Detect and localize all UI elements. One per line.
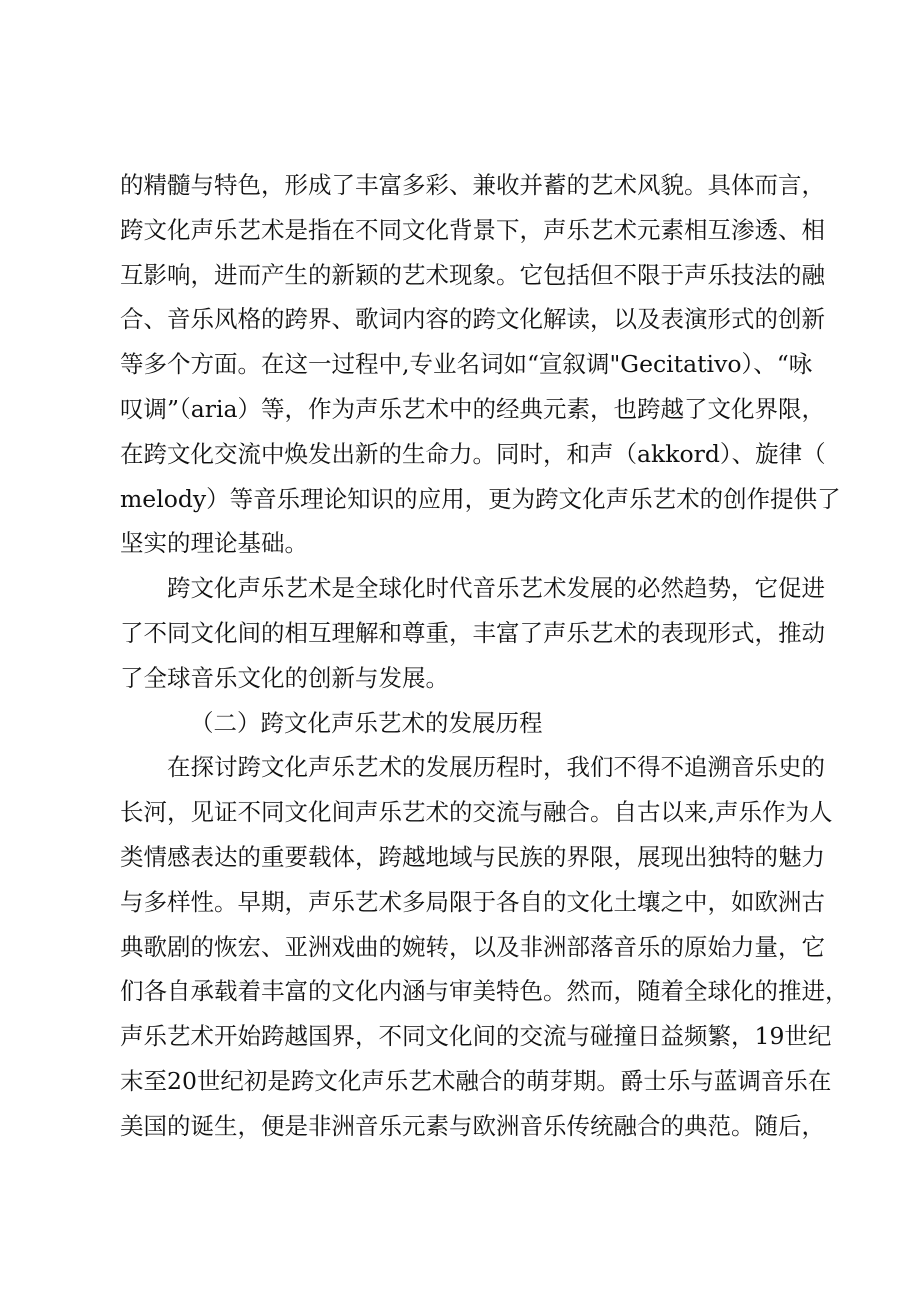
text-line: 坚实的理论基础。: [120, 529, 308, 558]
paragraph-2: [120, 566, 840, 700]
text-line: 在探讨跨文化声乐艺术的发展历程时，我们不得不追溯音乐史的: [167, 753, 825, 782]
text-line: 在跨文化交流中焕发出新的生命力。同时，和声（akkord）、旋律（: [120, 439, 826, 468]
text-line: 了全球音乐文化的创新与发展。: [120, 663, 449, 692]
text-line: 美国的诞生，便是非洲音乐元素与欧洲音乐传统融合的典范。随后，: [120, 1111, 825, 1140]
text-line: 们各自承载着丰富的文化内涵与审美特色。然而，随着全球化的推进，: [120, 977, 849, 1006]
paragraph-1: [120, 163, 840, 566]
text-line: 跨文化声乐艺术是指在不同文化背景下，声乐艺术元素相互渗透、相: [120, 215, 825, 244]
text-line: 等多个方面。在这一过程中,专业名词如“宣叙调"Gecitativo）、“咏: [120, 350, 813, 379]
section-heading: [120, 701, 840, 746]
text-line: 与多样性。早期，声乐艺术多局限于各自的文化土壤之中，如欧洲古: [120, 887, 825, 916]
text-line: 类情感表达的重要载体，跨越地域与民族的界限，展现出独特的魅力: [120, 842, 825, 871]
text-line: 典歌剧的恢宏、亚洲戏曲的婉转，以及非洲部落音乐的原始力量，它: [120, 932, 825, 961]
text-line: 合、音乐风格的跨界、歌词内容的跨文化解读，以及表演形式的创新: [120, 305, 825, 334]
document-body: [120, 163, 849, 1149]
text-line: 叹调”（aria）等，作为声乐艺术中的经典元素，也跨越了文化界限，: [120, 394, 826, 423]
text-line: melody）等音乐理论知识的应用，更为跨文化声乐艺术的创作提供了: [120, 484, 841, 513]
text-line: 跨文化声乐艺术是全球化时代音乐艺术发展的必然趋势，它促进: [167, 574, 825, 603]
text-line: 的精髓与特色，形成了丰富多彩、兼收并蓄的艺术风貌。具体而言，: [120, 171, 825, 199]
paragraph-3: [120, 745, 849, 1148]
text-line: 互影响，进而产生的新颖的艺术现象。它包括但不限于声乐技法的融: [120, 260, 825, 289]
text-line: 末至20世纪初是跨文化声乐艺术融合的萌芽期。爵士乐与蓝调音乐在: [120, 1066, 832, 1095]
text-line: 长河，见证不同文化间声乐艺术的交流与融合。自古以来,声乐作为人: [120, 798, 833, 827]
section-title: （二）跨文化声乐艺术的发展历程: [190, 708, 543, 737]
text-line: 了不同文化间的相互理解和尊重，丰富了声乐艺术的表现形式，推动: [120, 618, 825, 647]
text-line: 声乐艺术开始跨越国界，不同文化间的交流与碰撞日益频繁，19世纪: [120, 1022, 832, 1051]
